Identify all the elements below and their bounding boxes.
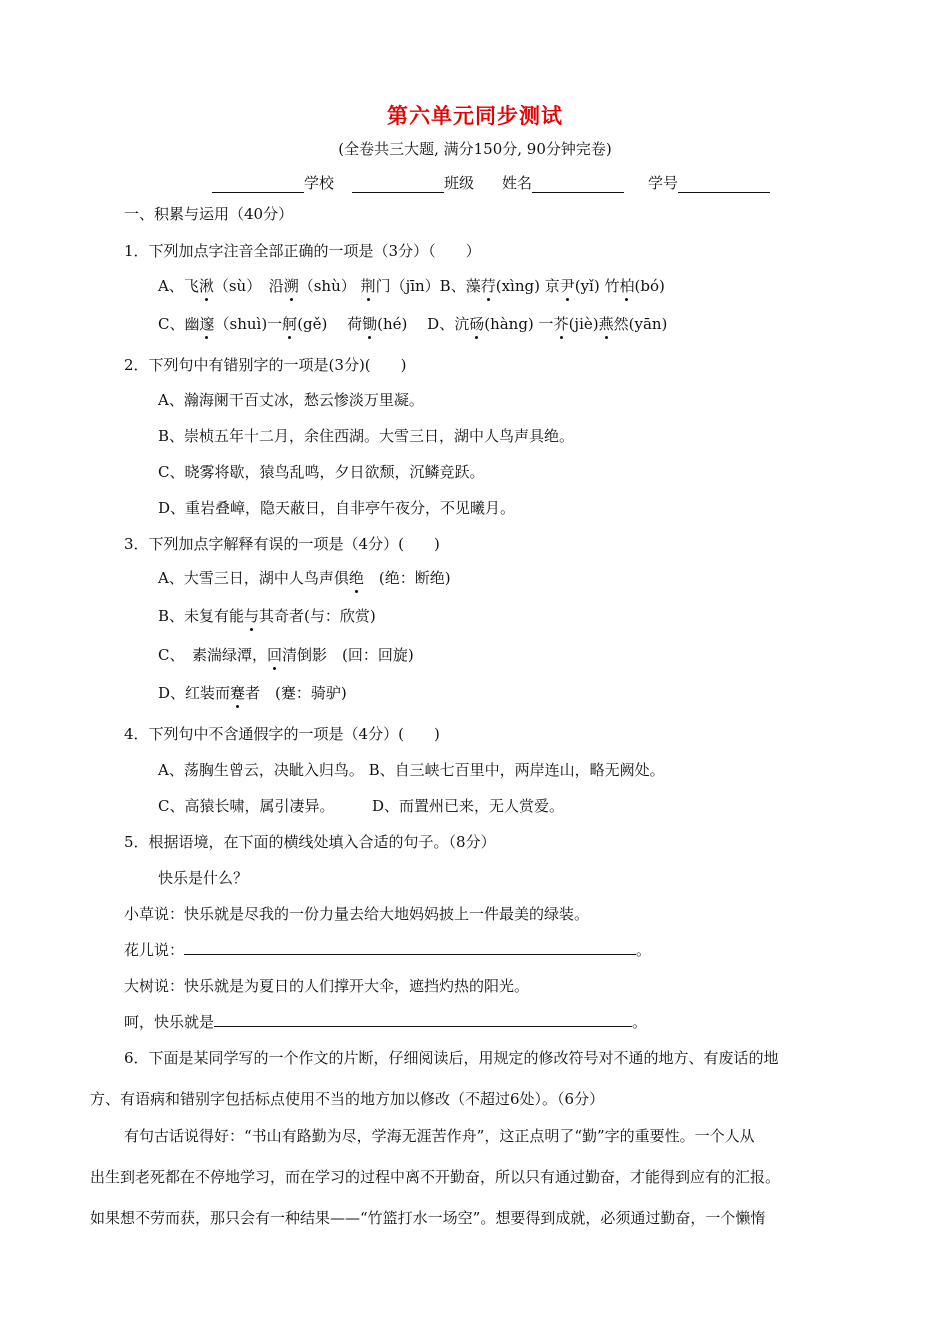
- question-5-stem: 5．根据语境，在下面的横线处填入合适的句子。（8分）: [124, 833, 496, 851]
- page-title: 第六单元同步测试: [387, 103, 563, 128]
- question-3-option-d: D、红装而蹇者 (蹇：骑驴): [158, 684, 347, 702]
- question-4-stem: 4．下列句中不含通假字的一项是（4分）( ): [124, 725, 440, 743]
- dotted-char: 回: [266, 646, 282, 664]
- id-blank[interactable]: [678, 176, 770, 193]
- dotted-char: 湫: [198, 277, 214, 295]
- question-5-ah: 呵，快乐就是 。: [124, 1013, 648, 1031]
- question-3-option-b: B、未复有能与其奇者(与：欣赏): [158, 607, 376, 625]
- question-4-options-cd: C、高猿长啸，属引凄异。 D、而置州已来，无人赏爱。: [158, 797, 565, 815]
- question-1-stem: 1．下列加点字注音全部正确的一项是（3分）（ ）: [124, 242, 481, 260]
- id-label: 学号: [648, 174, 679, 192]
- page-subtitle: (全卷共三大题, 满分150分, 90分钟完卷): [338, 140, 612, 158]
- question-2-option-c: C、晓雾将歇，猿鸟乱鸣，夕日欲颓，沉鳞竞跃。: [158, 463, 485, 481]
- section-heading: 一、积累与运用（40分）: [124, 205, 294, 223]
- question-3-option-a: A、大雪三日，湖中人鸟声俱绝 (绝：断绝): [158, 569, 451, 587]
- class-blank[interactable]: [352, 176, 444, 193]
- dotted-char: 柏: [619, 277, 635, 295]
- question-2-option-b: B、崇桢五年十二月，余住西湖。大雪三日，湖中人鸟声具绝。: [158, 427, 575, 445]
- question-1-options-ab: A、飞湫（sù） 沿溯（shù） 荆门（jīn）B、藻荇(xìng) 京尹(yǐ) 竹柏(bó): [158, 277, 665, 295]
- question-5-tree: 大树说：快乐就是为夏日的人们撑开大伞，遮挡灼热的阳光。: [124, 977, 530, 995]
- dotted-char: 邃: [199, 315, 215, 333]
- school-blank[interactable]: [212, 176, 304, 193]
- dotted-char: 荇: [480, 277, 496, 295]
- dotted-char: 蹇: [230, 684, 246, 702]
- name-label: 姓名: [502, 174, 533, 192]
- question-3-stem: 3．下列加点字解释有误的一项是（4分）( ): [124, 535, 440, 553]
- dotted-char: 芥: [553, 315, 569, 333]
- student-info-line: [212, 172, 812, 193]
- question-6-paragraph-line1: 有句古话说得好：“书山有路勤为尽，学海无涯苦作舟”，这正点明了“勤”字的重要性。一个人从: [124, 1127, 755, 1145]
- name-blank[interactable]: [532, 176, 624, 193]
- happiness-answer-blank[interactable]: [214, 1012, 632, 1027]
- question-4-options-ab: A、荡胸生曾云，决眦入归鸟。 B、自三峡七百里中，两岸连山，略无阙处。: [158, 761, 665, 779]
- school-label: 学校: [304, 174, 335, 192]
- question-2-option-d: D、重岩叠嶂，隐天蔽日，自非亭午夜分，不见曦月。: [158, 499, 516, 517]
- dotted-char: 砀: [469, 315, 485, 333]
- dotted-char: 尹: [559, 277, 575, 295]
- question-2-option-a: A、瀚海阑干百丈冰，愁云惨淡万里凝。: [158, 391, 424, 409]
- dotted-char: 舸: [282, 315, 298, 333]
- class-label: 班级: [444, 174, 475, 192]
- question-6-stem-line1: 6．下面是某同学写的一个作文的片断，仔细阅读后，用规定的修改符号对不通的地方、有废话的地: [124, 1049, 779, 1067]
- dotted-char: 燕: [598, 315, 614, 333]
- question-6-paragraph-line2: 出生到老死都在不停地学习，而在学习的过程中离不开勤奋，所以只有通过勤奋，才能得到应有的汇报。: [90, 1168, 781, 1186]
- question-1-options-cd: C、幽邃（shuì)一舸(gě) 荷锄(hé) D、沆砀(hàng) 一芥(jiè)燕然(yān): [158, 315, 668, 333]
- question-2-stem: 2．下列句中有错别字的一项是(3分)( ): [124, 356, 407, 374]
- question-5-grass: 小草说：快乐就是尽我的一份力量去给大地妈妈披上一件最美的绿装。: [124, 905, 590, 923]
- flower-answer-blank[interactable]: [184, 940, 636, 955]
- dotted-char: 荆: [360, 277, 376, 295]
- dotted-char: 溯: [283, 277, 299, 295]
- question-3-option-c: C、 素湍绿潭，回清倒影 (回：回旋): [158, 646, 414, 664]
- question-6-stem-line2: 方、有语病和错别字包括标点使用不当的地方加以修改（不超过6处）。（6分）: [90, 1090, 605, 1108]
- question-5-flower: 花儿说： 。: [124, 941, 652, 959]
- question-6-paragraph-line3: 如果想不劳而获，那只会有一种结果——“竹篮打水一场空”。想要得到成就，必须通过勤奋，一个懒惰: [90, 1209, 766, 1227]
- dotted-char: 与: [244, 607, 260, 625]
- dotted-char: 绝: [348, 569, 364, 587]
- dotted-char: 锄: [362, 315, 378, 333]
- question-5-intro: 快乐是什么？: [158, 869, 249, 887]
